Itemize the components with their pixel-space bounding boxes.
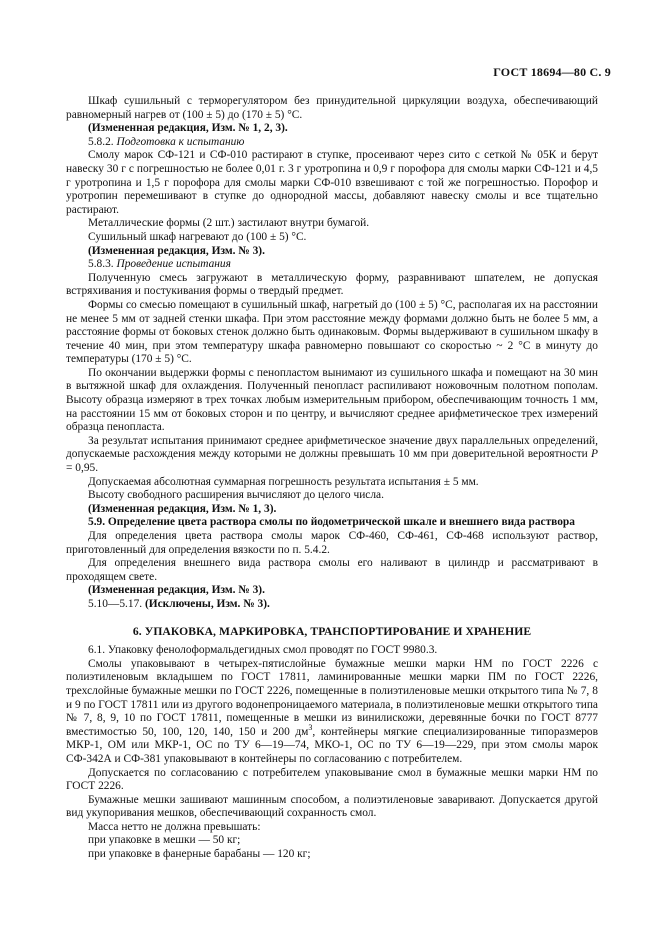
text-span: Смолы упаковывают в четырех-пятислойные бумажные мешки марки НМ по ГОСТ 2226 с полиэтиленовым вкладышем по ГОСТ 17811, ламинированные мешки марки ПМ по ГОСТ 2226, трехслойные бумажные мешки по ГОСТ 2226, помещенные в полиэтиленовые мешки открытого типа № 7, 8 и 9 по ГОСТ 17811 или из другого водонепроницаемого материала, в полиэтиленовые мешки открытого типа № 7, 8, 9, 10 по ГОСТ 17811, помещенные в мешки из винилискожи, деревянные бочки по ГОСТ 8777 вместимостью 50, 100, 120, 140, 150 и 200 дм [66, 657, 598, 738]
revision-note: (Измененная редакция, Изм. № 1, 3). [88, 502, 277, 515]
clause-range: 5.10—5.17. [88, 597, 145, 610]
revision-note: (Измененная редакция, Изм. № 3). [88, 584, 265, 597]
excluded-note [66, 598, 598, 612]
paragraph: Допускаемая абсолютная суммарная погрешность результата испытания ± 5 мм. [88, 475, 479, 488]
paragraph: Для определения цвета раствора смолы марок СФ-460, СФ-461, СФ-468 используют раствор, приготовленный для определения вязкости по п. 5.4.2. [66, 530, 598, 556]
revision-note: (Измененная редакция, Изм. № 1, 2, 3). [88, 122, 288, 135]
paragraph: Высоту свободного расширения вычисляют до целого числа. [88, 489, 384, 502]
probability-symbol: P [591, 448, 598, 461]
excluded-label: (Исключены, Изм. № 3). [144, 597, 270, 610]
paragraph: при упаковке в фанерные барабаны — 120 кг; [88, 848, 311, 861]
subsection-title: Подготовка к испытанию [116, 135, 245, 148]
subsection-number: 5.8.3. [88, 258, 114, 271]
paragraph: Металлические формы (2 шт.) застилают внутри бумагой. [88, 217, 370, 230]
paragraph: Смолу марок СФ-121 и СФ-010 растирают в ступке, просеивают через сито с сеткой № 05К и берут навеску 30 г с погрешностью не более 0,01 г. 3 г уротропина и 0,9 г порофора для смолы марки СФ-121 и 4,5 г уротропина и 1,5 г порофора для смолы марки СФ-010 взвешивают с той же погрешностью. Порофор и уротропин перемешивают в ступке до однородной массы, добавляют навеску смолы и все тщательно растирают. [66, 149, 598, 216]
paragraph [66, 658, 598, 767]
text-span: За результат испытания принимают среднее арифметическое значение двух параллельных определений, допускаемые расхождения между которыми не должны превышать 10 мм при доверительной вероятности [66, 434, 598, 461]
paragraph: Для определения внешнего вида раствора смолы его наливают в цилиндр и рассматривают в проходящем свете. [66, 557, 598, 583]
subsection-number: 5.8.2. [88, 135, 114, 148]
section-heading: 6. УПАКОВКА, МАРКИРОВКА, ТРАНСПОРТИРОВАНИЕ И ХРАНЕНИЕ [132, 624, 532, 638]
subsection-heading-bold: 5.9. Определение цвета раствора смолы по йодометрической шкале и внешнего вида раствора [88, 516, 575, 529]
paragraph: 6.1. Упаковку фенолоформальдегидных смол проводят по ГОСТ 9980.3. [88, 644, 438, 657]
paragraph: По окончании выдержки формы с пенопластом вынимают из сушильного шкафа и помещают на 30 мин в вытяжной шкаф для охлаждения. Полученный пенопласт распиливают ножовочным полотном пополам. Высоту образца измеряют в трех точках любым измерительным прибором, обеспечивающим точность 1 мм, на расстоянии 15 мм от боковых сторон и по центру, и вычисляют среднее арифметическое трех измерений образца пенопласта. [66, 366, 598, 434]
document-body [66, 95, 598, 862]
paragraph: Шкаф сушильный с терморегулятором без принудительной циркуляции воздуха, обеспечивающий равномерный нагрев от (100 ± 5) до (170 ± 5) °С. [66, 95, 598, 121]
superscript: 3 [308, 722, 313, 732]
paragraph: Допускается по согласованию с потребителем упаковывание смол в бумажные мешки марки НМ по ГОСТ 2226. [66, 766, 598, 793]
subsection-heading [66, 136, 598, 150]
page-header: ГОСТ 18694—80 С. 9 [493, 65, 611, 79]
paragraph: Сушильный шкаф нагревают до (100 ± 5) °С. [88, 230, 307, 243]
paragraph: Бумажные мешки зашивают машинным способом, а полиэтиленовые заваривают. Допускается другой вид укупоривания мешков, обеспечивающий сохранность смол. [66, 793, 598, 820]
revision-note: (Измененная редакция, Изм. № 3). [88, 244, 265, 257]
paragraph: Формы со смесью помещают в сушильный шкаф, нагретый до (100 ± 5) °С, располагая их на расстоянии не менее 5 мм от задней стенки шкафа. При этом расстояние между формами должно быть не более 5 мм, а расстояние формы от боковых стенок должно быть одинаковым. Формы выдерживают в сушильном шкафу в течение 40 мин, при этом температуру шкафа равномерно повышают со скоростью ~ 2 °С в минуту до температуры (170 ± 5) °С. [66, 298, 598, 366]
text-span: , контейнеры мягкие специализированные типоразмеров МКР-1, ОМ или МКР-1, ОС по ТУ 6—19—74, МКО-1, ОС по ТУ 6—19—229, при этом смолы марок СФ-342А и СФ-381 упаковывают в контейнеры по согласованию с потребителем. [66, 725, 598, 765]
paragraph: при упаковке в мешки — 50 кг; [88, 834, 241, 847]
subsection-title: Проведение испытания [116, 258, 231, 271]
subsection-heading [66, 258, 598, 272]
text-span: = 0,95. [66, 462, 99, 475]
paragraph: Масса нетто не должна превышать: [88, 820, 261, 833]
paragraph [66, 435, 598, 476]
paragraph: Полученную смесь загружают в металлическую форму, разравнивают шпателем, не допуская встряхивания и постукивания формы о твердый предмет. [66, 271, 598, 298]
